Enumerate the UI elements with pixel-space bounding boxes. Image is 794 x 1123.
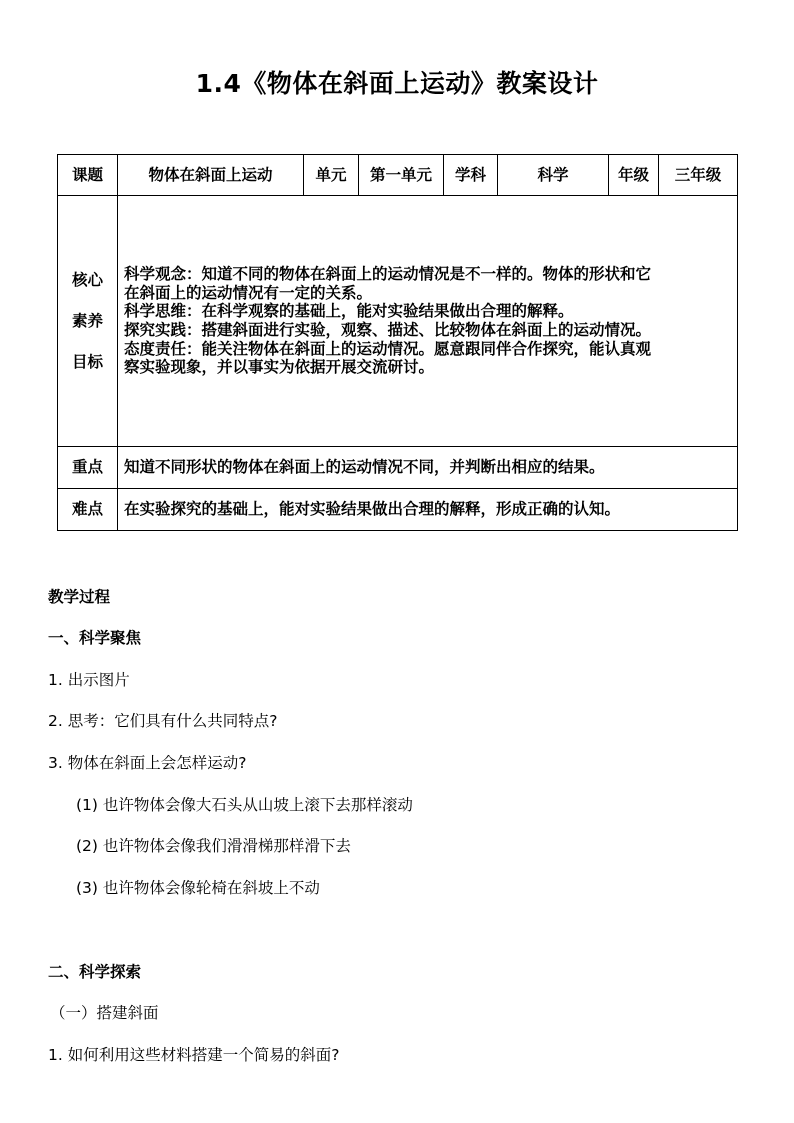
sub-list-item: (2) 也许物体会像我们滑滑梯那样滑下去 <box>76 837 351 855</box>
grade-label: 年级 <box>609 155 659 196</box>
key-label: 重点 <box>58 447 118 489</box>
grade-value: 三年级 <box>659 155 738 196</box>
section-heading: 二、科学探索 <box>48 963 142 981</box>
goal-line: 科学思维：在科学观察的基础上，能对实验结果做出合理的解释。 <box>124 302 574 321</box>
key-value: 知道不同形状的物体在斜面上的运动情况不同，并判断出相应的结果。 <box>118 447 738 489</box>
sub-list-item: (3) 也许物体会像轮椅在斜坡上不动 <box>76 879 320 897</box>
lesson-info-table <box>57 154 738 531</box>
table-row <box>58 489 738 531</box>
list-item: 1. 如何利用这些材料搭建一个简易的斜面? <box>48 1046 340 1064</box>
goals-label: 核心 素养 目标 <box>58 196 118 447</box>
lesson-label: 课题 <box>58 155 118 196</box>
table-row <box>58 447 738 489</box>
list-item: 2. 思考：它们具有什么共同特点? <box>48 712 278 730</box>
goal-line: 态度责任：能关注物体在斜面上的运动情况。愿意跟同伴合作探究，能认真观 <box>124 339 652 358</box>
sub-section-heading: （一）搭建斜面 <box>50 1004 159 1022</box>
table-row <box>58 155 738 196</box>
goals-content <box>118 196 738 447</box>
difficult-label: 难点 <box>58 489 118 531</box>
list-item: 3. 物体在斜面上会怎样运动? <box>48 754 247 772</box>
lesson-value: 物体在斜面上运动 <box>118 155 304 196</box>
table-row <box>58 196 738 447</box>
process-heading: 教学过程 <box>48 588 111 606</box>
difficult-value: 在实验探究的基础上，能对实验结果做出合理的解释，形成正确的认知。 <box>118 489 738 531</box>
subject-label: 学科 <box>444 155 498 196</box>
goal-line: 在斜面上的运动情况有一定的关系。 <box>124 283 373 302</box>
goal-line: 察实验现象，并以事实为依据开展交流研讨。 <box>124 358 435 377</box>
document-title: 1.4《物体在斜面上运动》教案设计 <box>195 69 599 98</box>
sub-list-item: (1) 也许物体会像大石头从山坡上滚下去那样滚动 <box>76 796 413 814</box>
unit-label: 单元 <box>304 155 359 196</box>
subject-value: 科学 <box>498 155 609 196</box>
goal-line: 科学观念：知道不同的物体在斜面上的运动情况是不一样的。物体的形状和它 <box>124 265 652 284</box>
list-item: 1. 出示图片 <box>48 671 130 689</box>
unit-value: 第一单元 <box>359 155 444 196</box>
section-heading: 一、科学聚焦 <box>48 629 142 647</box>
goal-line: 探究实践：搭建斜面进行实验，观察、描述、比较物体在斜面上的运动情况。 <box>124 321 652 339</box>
